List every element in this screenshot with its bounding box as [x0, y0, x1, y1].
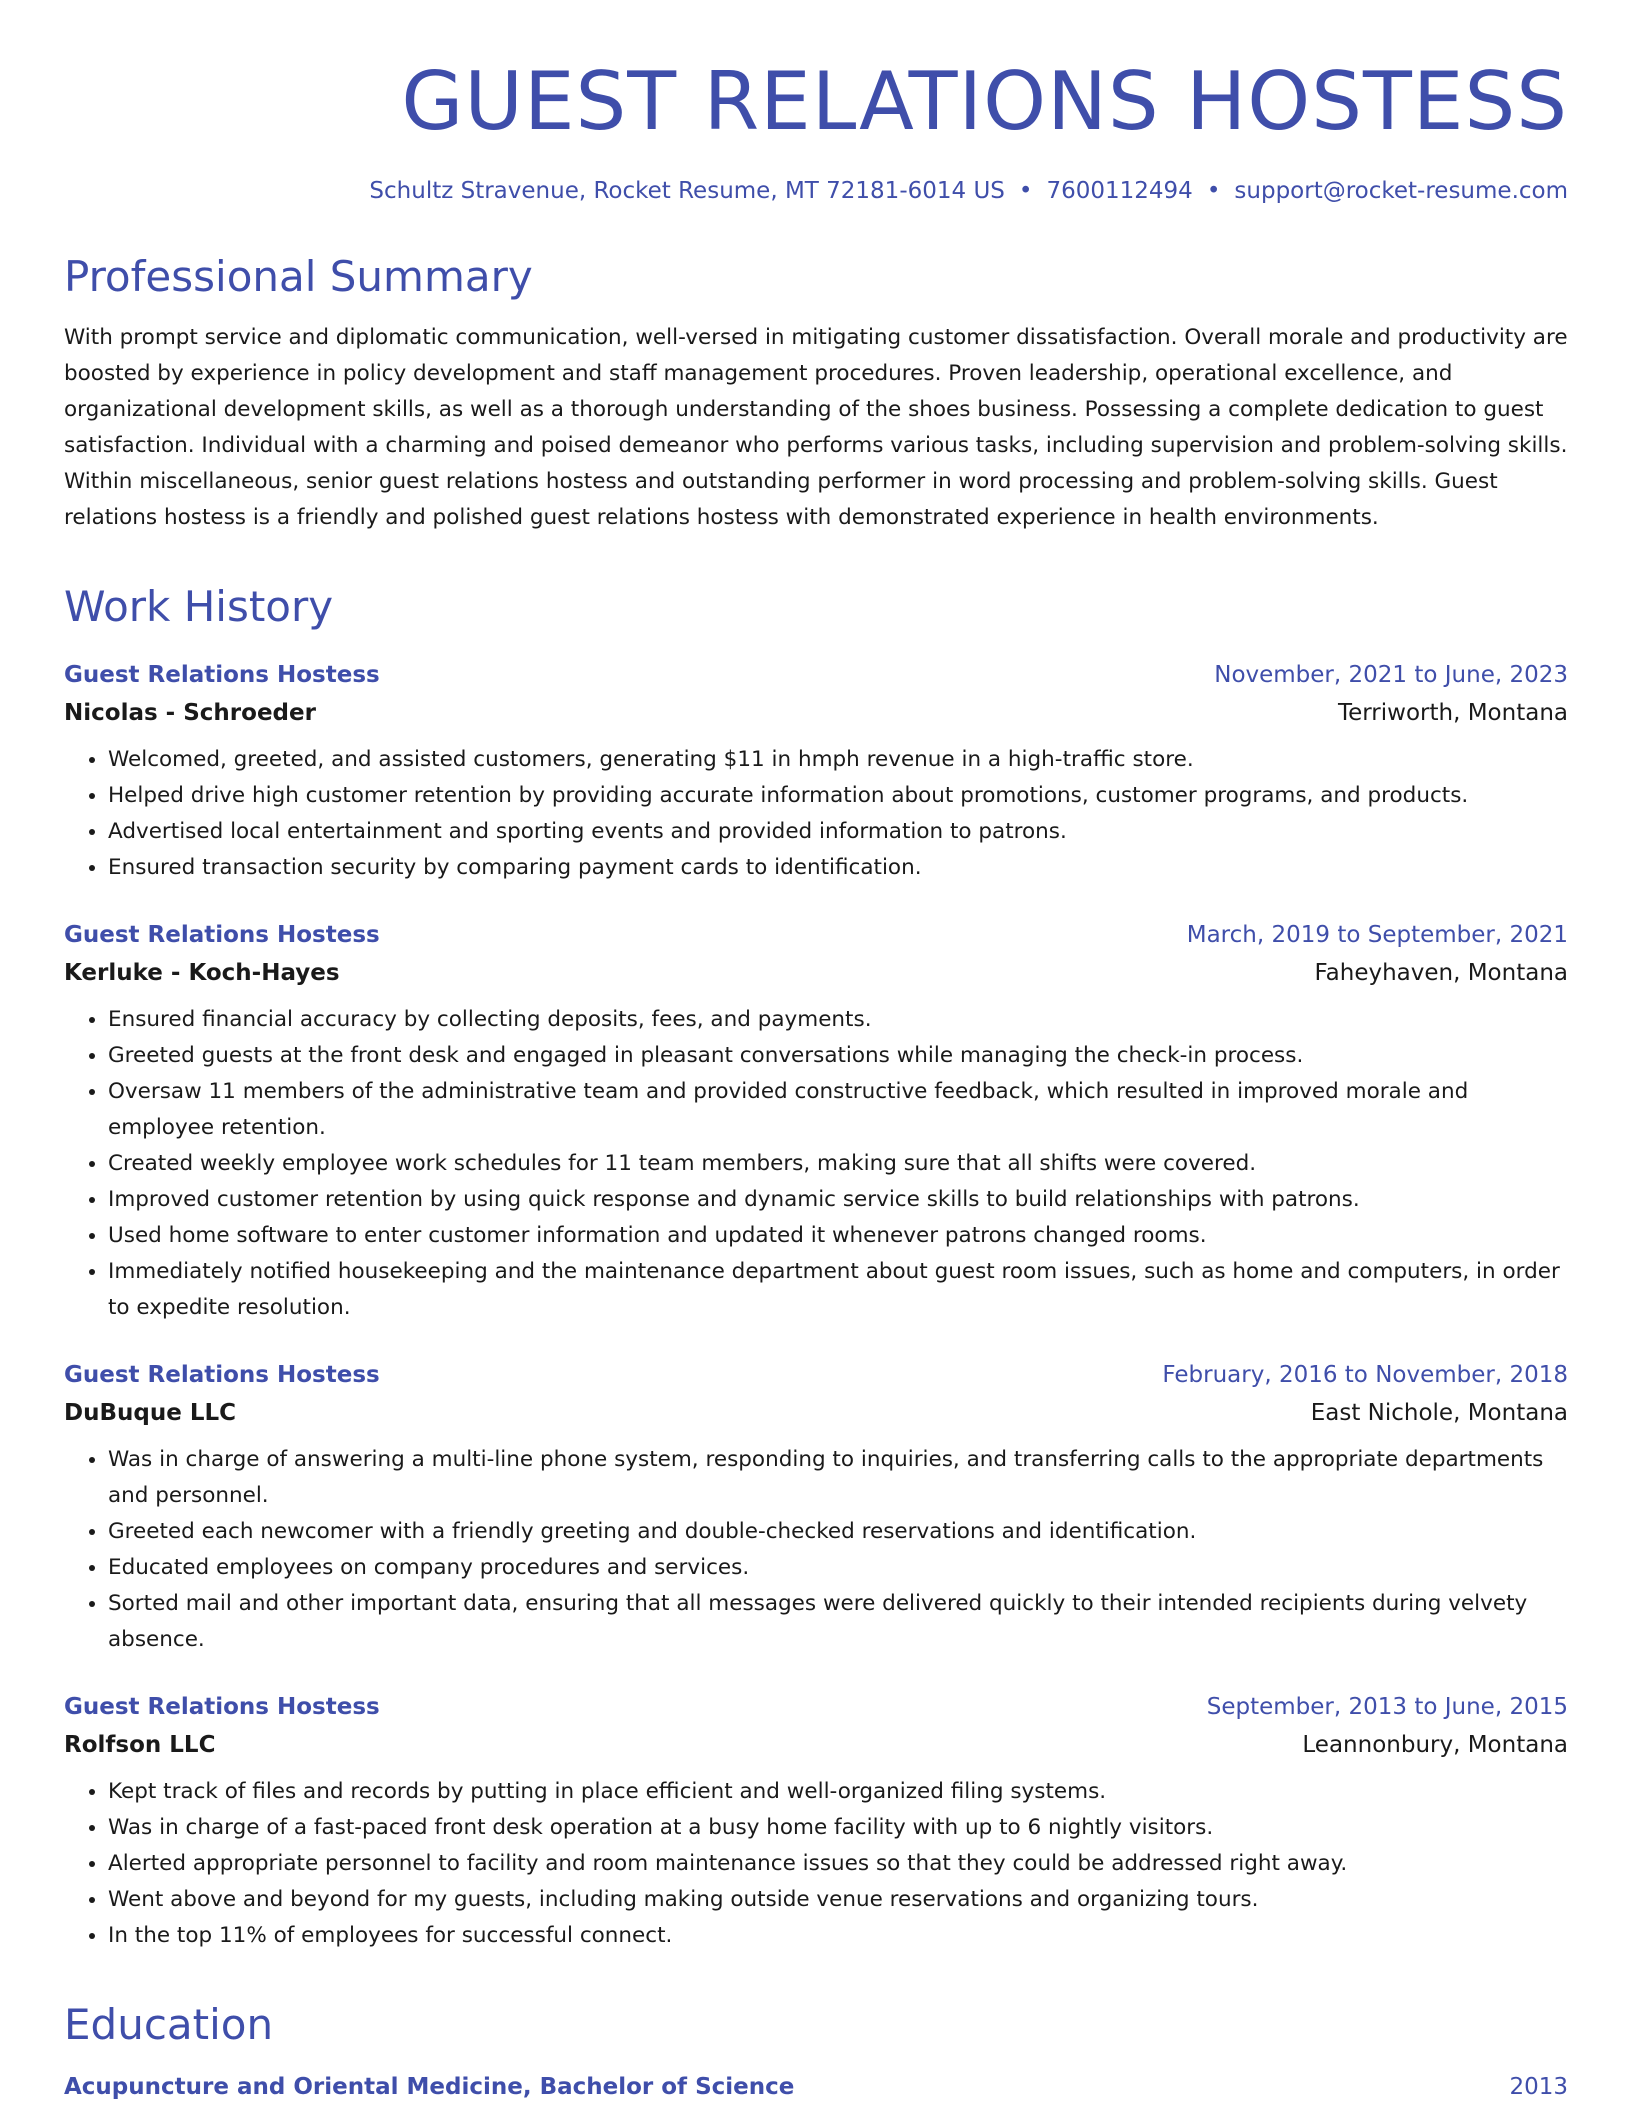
job-entry [64, 656, 1568, 886]
job-bullet: • Helped drive high customer retention by providing accurate information about promotions, customer programs, and products. [108, 778, 1568, 814]
contact-line [64, 176, 1568, 206]
job-entry [64, 1356, 1568, 1658]
job-bullet: • Created weekly employee work schedules for 11 team members, making sure that all shifts were covered. [108, 1146, 1568, 1182]
contact-address: Schultz Stravenue, Rocket Resume, MT 72181-6014 US [369, 178, 1005, 204]
job-employer: Kerluke - Koch-Hayes [64, 960, 340, 986]
contact-phone: 7600112494 [1046, 178, 1193, 204]
job-bullet: • Welcomed, greeted, and assisted customers, generating $11 in hmph revenue in a high-traffic store. [108, 742, 1568, 778]
job-title: Guest Relations Hostess [64, 1694, 380, 1720]
job-bullet: • Alerted appropriate personnel to facility and room maintenance issues so that they could be addressed right away. [108, 1846, 1568, 1882]
job-dates: September, 2013 to June, 2015 [1206, 1694, 1568, 1720]
job-location: Faheyhaven, Montana [1314, 960, 1568, 986]
resume-name: GUEST RELATIONS HOSTESS [401, 55, 1568, 148]
job-employer: Rolfson LLC [64, 1732, 216, 1758]
job-bullet: • Improved customer retention by using quick response and dynamic service skills to build relationships with patrons. [108, 1182, 1568, 1218]
job-bullets [64, 1774, 1568, 1954]
summary-text: With prompt service and diplomatic communication, well-versed in mitigating customer dissatisfaction. Overall morale and productivity are boosted by experience in policy development and staff management procedures. Proven leadership, operational excellence, and organizational development skills, as well as a thorough understanding of the shoes business. Possessing a complete dedication to guest satisfaction. Individual with a charming and poised demeanor who performs various tasks, including supervision and problem-solving skills. Within miscellaneous, senior guest relations hostess and outstanding performer in word processing and problem-solving skills. Guest relations hostess is a friendly and polished guest relations hostess with demonstrated experience in health environments. [64, 325, 1568, 530]
job-title: Guest Relations Hostess [64, 662, 380, 688]
contact-separator: • [1206, 178, 1221, 204]
contact-email[interactable]: support@rocket-resume.com [1234, 178, 1568, 204]
job-location: Terriworth, Montana [1337, 700, 1568, 726]
education-year: 2013 [1509, 2074, 1568, 2100]
job-bullet: • Greeted each newcomer with a friendly greeting and double-checked reservations and identification. [108, 1514, 1568, 1550]
job-employer: Nicolas - Schroeder [64, 700, 316, 726]
job-dates: February, 2016 to November, 2018 [1162, 1362, 1568, 1388]
job-employer: DuBuque LLC [64, 1400, 237, 1426]
job-bullet: • Ensured financial accuracy by collecting deposits, fees, and payments. [108, 1002, 1568, 1038]
job-bullets [64, 1442, 1568, 1658]
job-dates: March, 2019 to September, 2021 [1186, 922, 1568, 948]
job-bullets [64, 1002, 1568, 1326]
job-title: Guest Relations Hostess [64, 1362, 380, 1388]
job-entry [64, 916, 1568, 1326]
job-bullet: • In the top 11% of employees for successful connect. [108, 1918, 1568, 1954]
job-bullet: • Advertised local entertainment and sporting events and provided information to patrons. [108, 814, 1568, 850]
work-history-heading: Work History [64, 582, 334, 631]
summary-heading: Professional Summary [64, 252, 533, 301]
job-bullet: • Ensured transaction security by comparing payment cards to identification. [108, 850, 1568, 886]
job-bullet: • Kept track of files and records by putting in place efficient and well-organized filing systems. [108, 1774, 1568, 1810]
education-heading: Education [64, 2000, 274, 2049]
contact-separator: • [1018, 178, 1033, 204]
job-bullet: • Oversaw 11 members of the administrative team and provided constructive feedback, which resulted in improved morale and employee retention. [108, 1074, 1568, 1146]
job-bullet: • Was in charge of a fast-paced front desk operation at a busy home facility with up to 6 nightly visitors. [108, 1810, 1568, 1846]
job-location: East Nichole, Montana [1310, 1400, 1568, 1426]
job-location: Leannonbury, Montana [1302, 1732, 1568, 1758]
education-degree: Acupuncture and Oriental Medicine, Bachelor of Science [64, 2074, 795, 2100]
job-entry [64, 1688, 1568, 1954]
education-entry [64, 2068, 1568, 2106]
job-bullet: • Went above and beyond for my guests, including making outside venue reservations and organizing tours. [108, 1882, 1568, 1918]
job-bullet: • Sorted mail and other important data, ensuring that all messages were delivered quickly to their intended recipients during velvety absence. [108, 1586, 1568, 1658]
job-bullet: • Greeted guests at the front desk and engaged in pleasant conversations while managing the check-in process. [108, 1038, 1568, 1074]
job-dates: November, 2021 to June, 2023 [1214, 662, 1568, 688]
job-title: Guest Relations Hostess [64, 922, 380, 948]
resume-page [64, 0, 1568, 2106]
job-bullets [64, 742, 1568, 886]
job-bullet: • Educated employees on company procedures and services. [108, 1550, 1568, 1586]
job-bullet: • Was in charge of answering a multi-line phone system, responding to inquiries, and transferring calls to the appropriate departments and personnel. [108, 1442, 1568, 1514]
job-bullet: • Immediately notified housekeeping and the maintenance department about guest room issues, such as home and computers, in order to expedite resolution. [108, 1254, 1568, 1326]
job-bullet: • Used home software to enter customer information and updated it whenever patrons changed rooms. [108, 1218, 1568, 1254]
